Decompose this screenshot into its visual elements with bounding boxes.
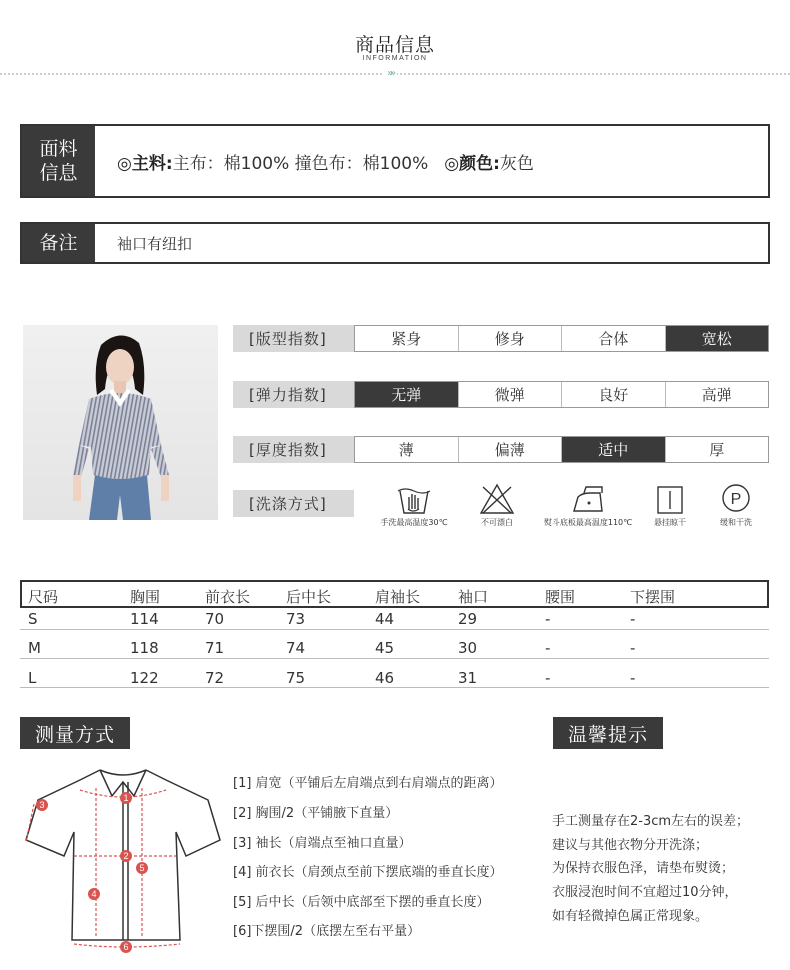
size-header-cell: 尺码	[28, 588, 59, 606]
measure-item: [1] 肩宽（平铺后左肩端点到右肩端点的距离）	[233, 776, 503, 791]
size-cell: -	[545, 639, 551, 657]
size-cell: 75	[286, 669, 306, 687]
thickness-option-thin: 薄	[398, 441, 414, 459]
size-cell: 118	[130, 639, 159, 657]
no-bleach-icon	[479, 483, 515, 515]
fabric-info-content	[95, 126, 534, 196]
size-cell: 30	[458, 639, 478, 657]
iron-icon	[570, 483, 606, 515]
chevron-right-icon: »»	[383, 68, 397, 79]
size-cell: S	[28, 610, 38, 628]
wash-hand-text: 手洗最高温度30℃	[380, 518, 448, 527]
product-photo	[23, 325, 218, 520]
color-value: 灰色	[499, 153, 534, 174]
marker-6: 6	[123, 942, 129, 952]
size-cell: 71	[205, 639, 225, 657]
tip-item: 衣服浸泡时间不宜超过10分钟，	[552, 885, 738, 900]
elasticity-option-good: 良好	[561, 382, 665, 407]
fabric-label-line1: 面料	[39, 138, 78, 160]
fit-index-label: [版型指数]	[233, 325, 354, 352]
remark-box	[20, 222, 770, 264]
material-value: 主布：棉100% 撞色布：棉100%	[172, 153, 429, 174]
size-row-divider	[20, 658, 769, 659]
fabric-info-box	[20, 124, 770, 198]
marker-4: 4	[91, 889, 97, 899]
measure-item: [2] 胸围/2（平铺腋下直量）	[233, 806, 399, 821]
wash-item-dryclean	[706, 483, 766, 528]
size-cell: M	[28, 639, 41, 657]
size-cell: 45	[375, 639, 395, 657]
shirt-measure-diagram	[20, 760, 225, 955]
fit-option-regular: 合体	[561, 326, 665, 351]
wash-hang-text: 悬挂晾干	[654, 518, 686, 527]
size-cell: 46	[375, 669, 395, 687]
elasticity-option-slight: 微弹	[458, 382, 562, 407]
thickness-index-options	[354, 436, 769, 463]
fabric-info-label	[22, 126, 95, 196]
measure-item: [6]下摆围/2（底摆左至右平量）	[233, 924, 421, 939]
wash-item-iron	[538, 483, 638, 528]
dry-clean-icon	[718, 483, 754, 515]
size-cell: 72	[205, 669, 225, 687]
wash-item-bleach	[462, 483, 532, 528]
tips-title: 温馨提示	[553, 717, 663, 749]
marker-5: 5	[139, 863, 145, 873]
dry-clean-symbol: P	[730, 491, 742, 508]
size-header-cell: 腰围	[545, 588, 576, 606]
wash-dryclean-text: 缓和干洗	[720, 518, 752, 527]
size-cell: -	[630, 639, 636, 657]
size-header-cell: 袖口	[458, 588, 489, 606]
marker-1: 1	[123, 793, 129, 803]
size-cell: 122	[130, 669, 159, 687]
color-key: ◎颜色:	[444, 153, 500, 174]
size-cell: 73	[286, 610, 306, 628]
page-title: 商品信息	[354, 34, 435, 56]
wash-item-hang	[642, 483, 698, 528]
elasticity-index-options	[354, 381, 769, 408]
tip-item: 如有轻微掉色属正常现象。	[552, 909, 709, 924]
size-cell: -	[545, 669, 551, 687]
wash-iron-text: 熨斗底板最高温度110℃	[543, 518, 633, 527]
size-cell: 74	[286, 639, 306, 657]
page-subtitle: INFORMATION	[362, 55, 428, 62]
elasticity-index-label: [弹力指数]	[233, 381, 354, 408]
fabric-label-line2: 信息	[39, 162, 78, 184]
thickness-index-label: [厚度指数]	[233, 436, 354, 463]
size-cell: L	[28, 669, 37, 687]
fit-option-slim: 修身	[458, 326, 562, 351]
hand-wash-icon	[396, 483, 432, 515]
wash-bleach-text: 不可漂白	[481, 518, 513, 527]
wash-method-label: [洗涤方式]	[233, 490, 354, 517]
elasticity-option-high: 高弹	[665, 382, 769, 407]
size-cell: 44	[375, 610, 395, 628]
thickness-option-thick: 厚	[665, 437, 769, 462]
size-cell: -	[630, 610, 636, 628]
size-header-cell: 肩袖长	[375, 588, 421, 606]
material-key: ◎主料:	[117, 153, 173, 174]
hang-dry-icon	[652, 483, 688, 515]
size-cell: 29	[458, 610, 478, 628]
size-header-cell: 后中长	[286, 588, 332, 606]
elasticity-option-none: 无弹	[355, 382, 458, 407]
wash-item-hand	[372, 483, 456, 528]
size-cell: 31	[458, 669, 478, 687]
tip-item: 建议与其他衣物分开洗涤；	[552, 838, 709, 853]
size-row-divider	[20, 687, 769, 688]
size-cell: 114	[130, 610, 159, 628]
remark-value: 袖口有纽扣	[117, 234, 193, 253]
measure-item: [4] 前衣长（肩颈点至前下摆底端的垂直长度）	[233, 865, 503, 880]
thickness-option-lightly-thin: 偏薄	[458, 437, 562, 462]
size-row-divider	[20, 629, 769, 630]
measure-item: [3] 袖长（肩端点至袖口直量）	[233, 836, 412, 851]
size-header-cell: 下摆围	[630, 588, 676, 606]
tip-item: 为保持衣服色泽，请垫布熨烫；	[552, 861, 735, 876]
thickness-option-medium: 适中	[561, 437, 665, 462]
measure-title: 测量方式	[20, 717, 130, 749]
size-cell: -	[630, 669, 636, 687]
size-cell: 70	[205, 610, 225, 628]
fit-option-tight: 紧身	[391, 330, 422, 348]
fit-option-loose: 宽松	[665, 326, 769, 351]
size-cell: -	[545, 610, 551, 628]
measure-item: [5] 后中长（后领中底部至下摆的垂直长度）	[233, 895, 490, 910]
size-header-cell: 胸围	[130, 588, 161, 606]
fit-index-options	[354, 325, 769, 352]
tip-item: 手工测量存在2-3cm左右的误差；	[552, 814, 750, 829]
model-illustration	[23, 325, 218, 520]
marker-3: 3	[39, 800, 45, 810]
marker-2: 2	[123, 851, 129, 861]
remark-label: 备注	[22, 224, 95, 262]
size-header-cell: 前衣长	[205, 588, 251, 606]
